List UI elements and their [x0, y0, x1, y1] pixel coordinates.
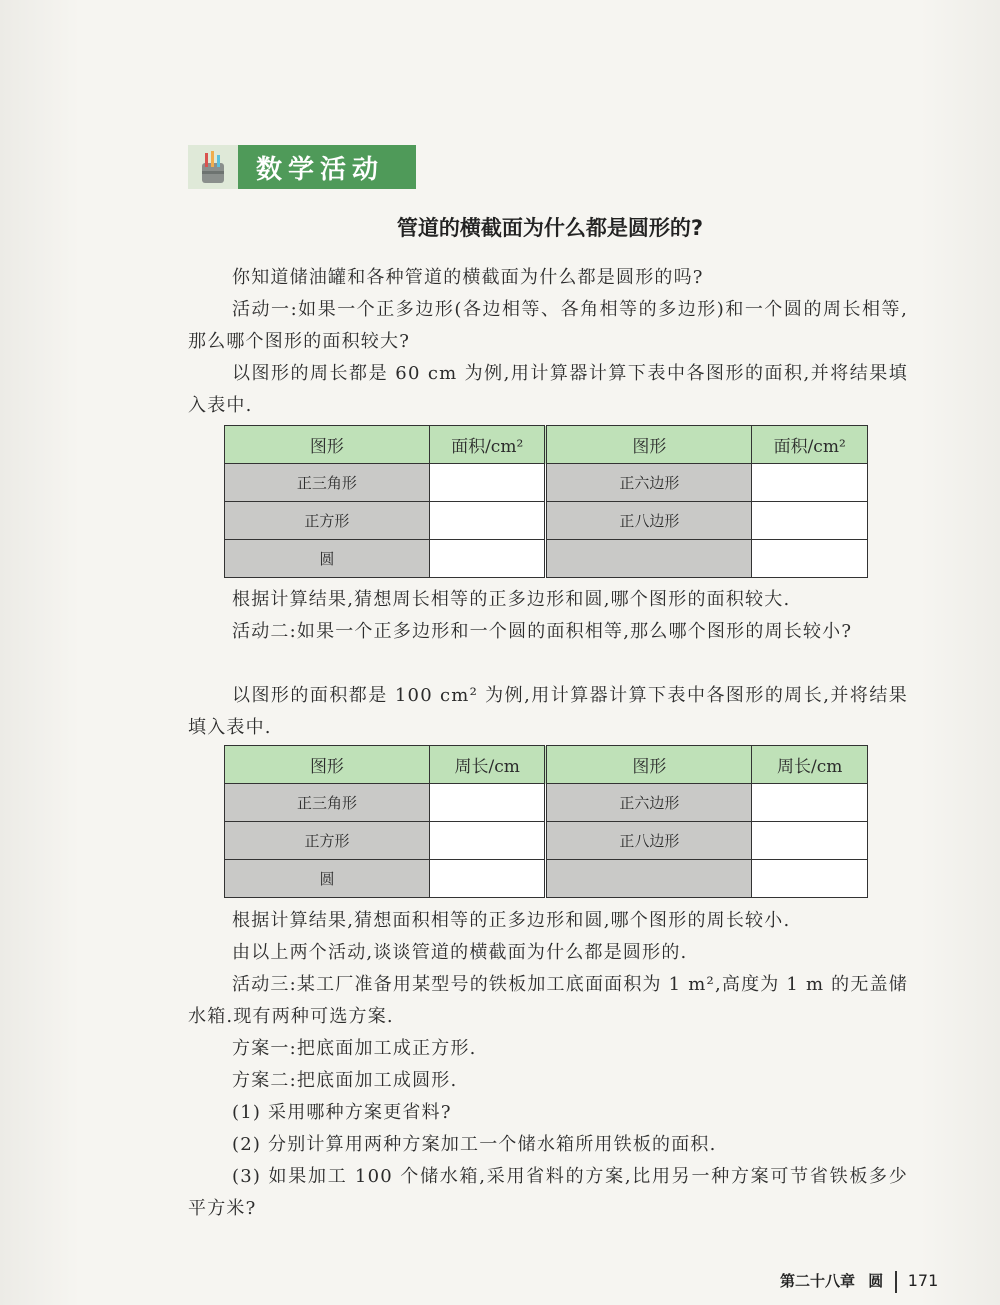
table-row	[225, 502, 868, 540]
answer-cell[interactable]	[752, 464, 868, 502]
answer-cell[interactable]	[429, 860, 546, 898]
table-row	[225, 464, 868, 502]
shape-cell: 正八边形	[546, 822, 752, 860]
shape-cell: 正方形	[225, 502, 430, 540]
section-label: 圆	[868, 1272, 884, 1290]
table-header: 周长/cm	[752, 746, 868, 784]
activity-title: 管道的横截面为什么都是圆形的?	[396, 216, 704, 240]
answer-cell[interactable]	[429, 464, 546, 502]
table-header: 图形	[546, 426, 752, 464]
shape-cell-empty	[546, 860, 752, 898]
table-header: 图形	[546, 746, 752, 784]
answer-cell[interactable]	[429, 784, 546, 822]
footer-divider	[895, 1271, 897, 1293]
answer-cell[interactable]	[429, 540, 546, 578]
shape-cell: 圆	[225, 540, 430, 578]
shape-cell: 正三角形	[225, 784, 430, 822]
answer-cell[interactable]	[429, 822, 546, 860]
page-number: 171	[907, 1271, 939, 1290]
table-row	[225, 822, 868, 860]
answer-cell[interactable]	[752, 784, 868, 822]
section-banner	[188, 145, 416, 189]
area-table	[224, 425, 868, 578]
shape-cell-empty	[546, 540, 752, 578]
question-two: (2) 分别计算用两种方案加工一个储水箱所用铁板的面积.	[232, 1134, 717, 1155]
paragraph-area-example: 以图形的面积都是 100 cm² 为例,用计算器计算下表中各图形的周长,并将结果填入表中.	[188, 685, 908, 738]
shape-cell: 正八边形	[546, 502, 752, 540]
question-three: (3) 如果加工 100 个储水箱,采用省料的方案,比用另一种方案可节省铁板多少平方米?	[188, 1166, 908, 1219]
question-one: (1) 采用哪种方案更省料?	[232, 1102, 452, 1123]
shape-cell: 正三角形	[225, 464, 430, 502]
table-header: 面积/cm²	[752, 426, 868, 464]
answer-cell[interactable]	[752, 540, 868, 578]
answer-cell[interactable]	[752, 502, 868, 540]
perimeter-table	[224, 745, 868, 898]
answer-cell[interactable]	[752, 822, 868, 860]
table-header: 图形	[225, 746, 430, 784]
paragraph-intro: 你知道储油罐和各种管道的横截面为什么都是圆形的吗?	[232, 267, 704, 288]
paragraph-plan-one: 方案一:把底面加工成正方形.	[232, 1038, 477, 1059]
table-header-row	[225, 746, 868, 784]
paragraph-perimeter-guess: 根据计算结果,猜想面积相等的正多边形和圆,哪个图形的周长较小.	[232, 910, 791, 931]
paragraph-area-guess: 根据计算结果,猜想周长相等的正多边形和圆,哪个图形的面积较大.	[232, 589, 791, 610]
shape-cell: 正方形	[225, 822, 430, 860]
shape-cell: 正六边形	[546, 784, 752, 822]
tools-icon	[188, 145, 238, 189]
paragraph-activity-two: 活动二:如果一个正多边形和一个圆的面积相等,那么哪个图形的周长较小?	[232, 621, 853, 642]
shape-cell: 正六边形	[546, 464, 752, 502]
page-footer	[780, 1270, 938, 1293]
chapter-label: 第二十八章	[780, 1272, 856, 1290]
paragraph-discussion: 由以上两个活动,谈谈管道的横截面为什么都是圆形的.	[232, 942, 688, 963]
paragraph-activity-one: 活动一:如果一个正多边形(各边相等、各角相等的多边形)和一个圆的周长相等,那么哪个图形的面积较大?	[188, 299, 908, 352]
table-header-row	[225, 426, 868, 464]
section-banner-label: 数学活动	[256, 154, 385, 185]
table-row	[225, 540, 868, 578]
table-header: 周长/cm	[429, 746, 546, 784]
paragraph-activity-three: 活动三:某工厂准备用某型号的铁板加工底面面积为 1 m²,高度为 1 m 的无盖储水箱.现有两种可选方案.	[188, 974, 908, 1027]
table-row	[225, 860, 868, 898]
answer-cell[interactable]	[429, 502, 546, 540]
answer-cell[interactable]	[752, 860, 868, 898]
table-header: 面积/cm²	[429, 426, 546, 464]
shape-cell: 圆	[225, 860, 430, 898]
paragraph-plan-two: 方案二:把底面加工成圆形.	[232, 1070, 458, 1091]
table-row	[225, 784, 868, 822]
paragraph-perimeter-example: 以图形的周长都是 60 cm 为例,用计算器计算下表中各图形的面积,并将结果填入表中.	[188, 363, 908, 416]
table-header: 图形	[225, 426, 430, 464]
